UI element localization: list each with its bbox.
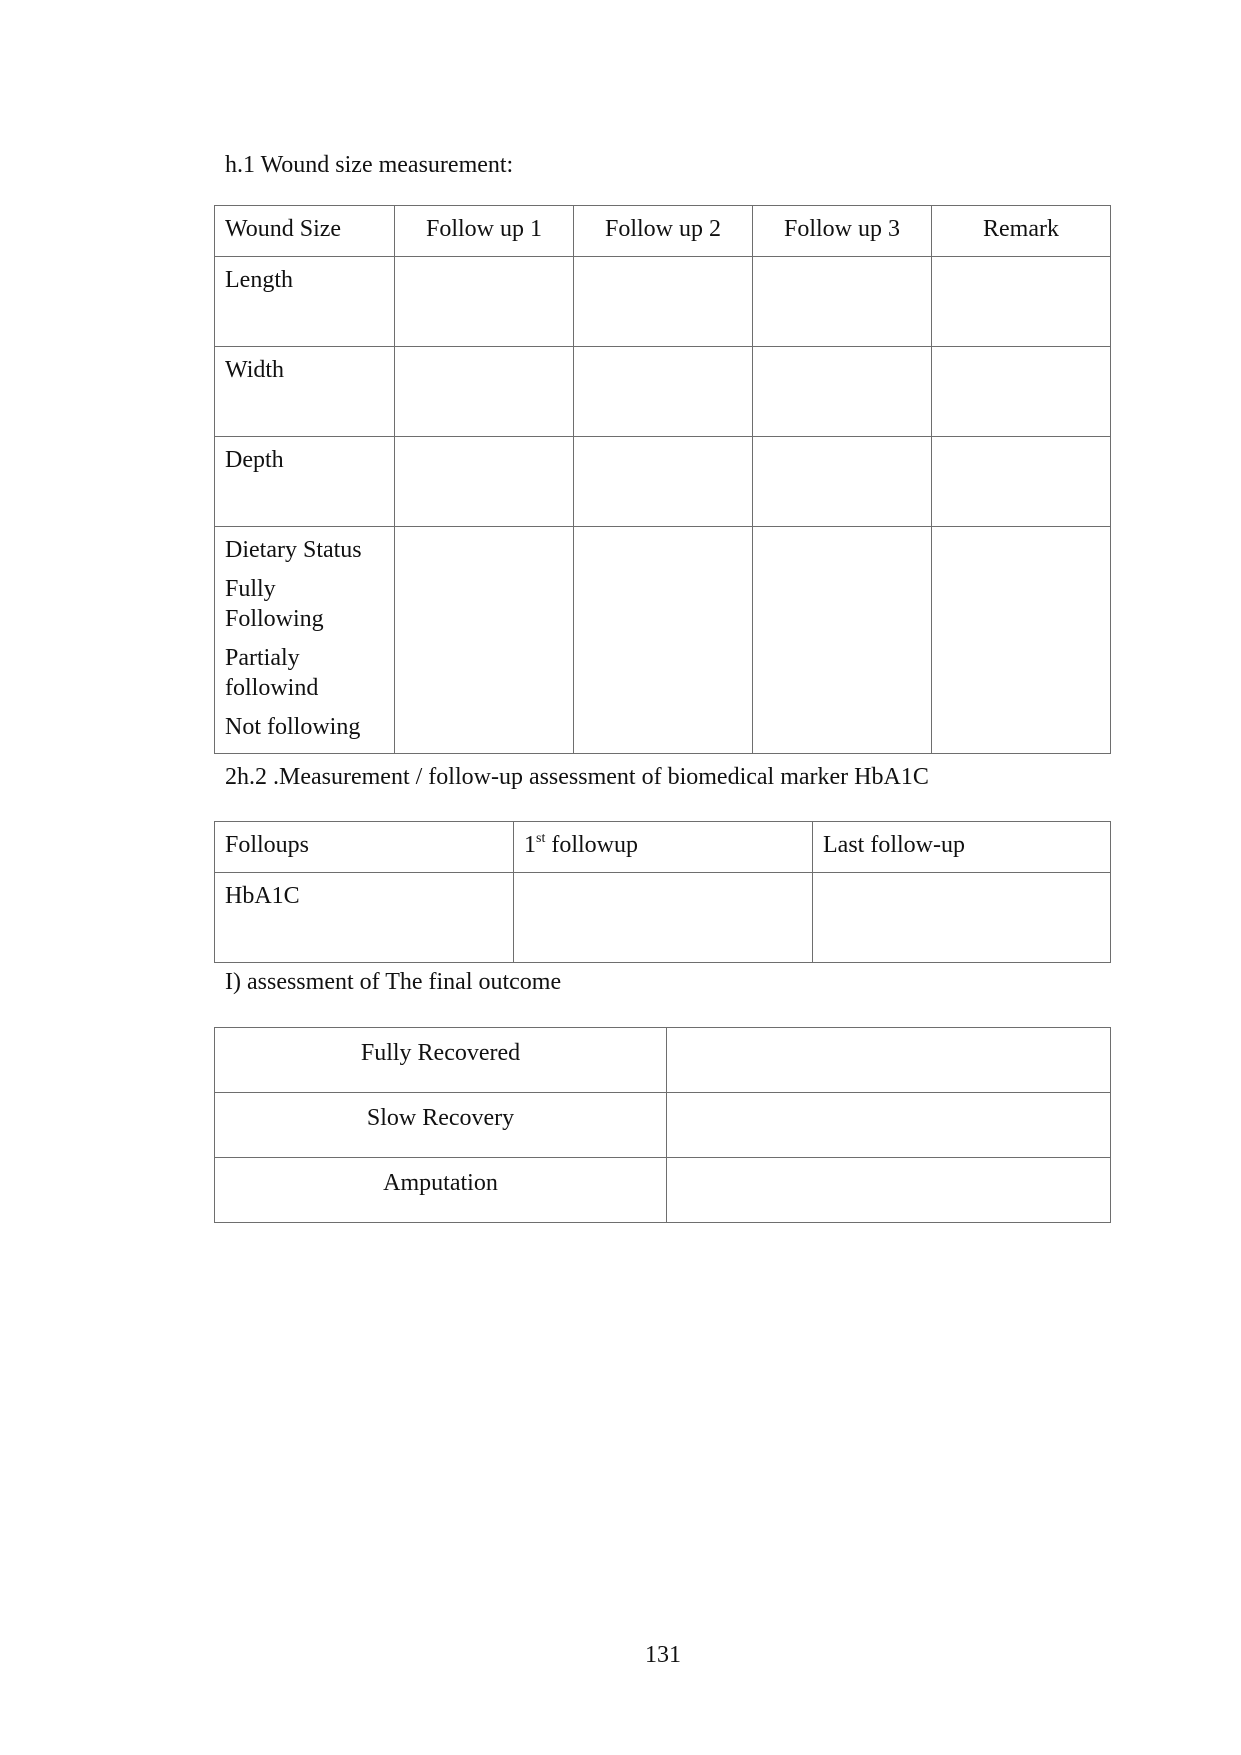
dietary-option-fully-line1: Fully — [225, 576, 276, 602]
empty-cell — [667, 1158, 1111, 1223]
column-header: Remark — [932, 206, 1111, 257]
empty-cell — [932, 347, 1111, 437]
empty-cell — [574, 527, 753, 754]
column-header: Folloups — [215, 822, 514, 873]
empty-cell — [395, 527, 574, 754]
empty-cell — [753, 257, 932, 347]
row-label: Length — [215, 257, 395, 347]
outcome-label: Fully Recovered — [215, 1028, 667, 1093]
page-number: 131 — [645, 1642, 681, 1668]
section-i-heading: I) assessment of The final outcome — [225, 969, 562, 995]
column-header: Follow up 1 — [395, 206, 574, 257]
column-header-text: followup — [545, 832, 639, 858]
ordinal-number: 1 — [524, 832, 536, 858]
empty-cell — [932, 437, 1111, 527]
dietary-option-partial-line2: followind — [225, 675, 319, 701]
empty-cell — [574, 257, 753, 347]
table-row — [215, 1093, 1111, 1158]
column-header-first-followup — [514, 822, 813, 873]
empty-cell — [753, 347, 932, 437]
row-label: HbA1C — [215, 873, 514, 963]
empty-cell — [514, 873, 813, 963]
section-h1-heading: h.1 Wound size measurement: — [225, 152, 514, 178]
dietary-status-title: Dietary Status — [225, 537, 362, 563]
empty-cell — [932, 527, 1111, 754]
table-row — [215, 347, 1111, 437]
empty-cell — [574, 347, 753, 437]
empty-cell — [753, 527, 932, 754]
row-label: Depth — [215, 437, 395, 527]
empty-cell — [667, 1093, 1111, 1158]
dietary-status-cell — [215, 527, 395, 754]
column-header: Follow up 2 — [574, 206, 753, 257]
ordinal-suffix: st — [536, 831, 546, 846]
empty-cell — [395, 437, 574, 527]
column-header: Last follow-up — [813, 822, 1111, 873]
dietary-option-not-following: Not following — [225, 714, 361, 740]
table-row-dietary-status — [215, 527, 1111, 754]
dietary-option-partial-line1: Partialy — [225, 645, 300, 671]
empty-cell — [667, 1028, 1111, 1093]
outcome-label: Amputation — [215, 1158, 667, 1223]
empty-cell — [753, 437, 932, 527]
wound-size-table — [214, 205, 1111, 754]
table-row — [215, 1158, 1111, 1223]
table-header-row — [215, 206, 1111, 257]
final-outcome-table — [214, 1027, 1111, 1223]
empty-cell — [395, 257, 574, 347]
column-header: Follow up 3 — [753, 206, 932, 257]
column-header: Wound Size — [215, 206, 395, 257]
outcome-label: Slow Recovery — [215, 1093, 667, 1158]
table-row — [215, 437, 1111, 527]
section-h2-heading: 2h.2 .Measurement / follow-up assessment of biomedical marker HbA1C — [225, 764, 929, 790]
hba1c-table — [214, 821, 1111, 963]
table-header-row — [215, 822, 1111, 873]
table-row — [215, 873, 1111, 963]
empty-cell — [395, 347, 574, 437]
empty-cell — [932, 257, 1111, 347]
table-row — [215, 257, 1111, 347]
empty-cell — [574, 437, 753, 527]
empty-cell — [813, 873, 1111, 963]
table-row — [215, 1028, 1111, 1093]
dietary-option-fully-line2: Following — [225, 606, 324, 632]
row-label: Width — [215, 347, 395, 437]
